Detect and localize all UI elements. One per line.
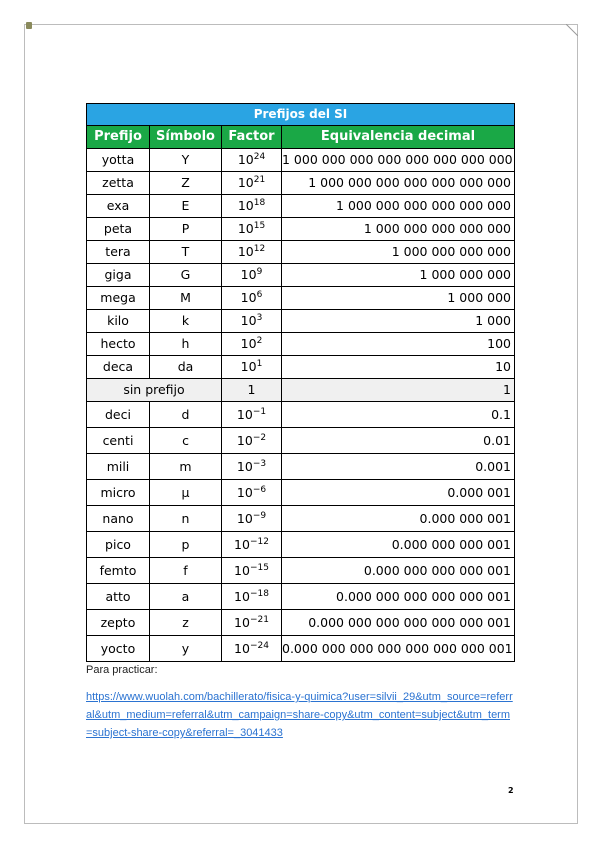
symbol-cell: h <box>150 333 222 356</box>
decimal-cell: 0.000 000 000 000 001 <box>282 558 515 584</box>
no-prefix-row <box>87 379 515 402</box>
table-row <box>87 310 515 333</box>
page-corner-fold-icon <box>566 24 578 36</box>
factor-cell <box>222 558 282 584</box>
factor-base: 10 <box>236 511 253 526</box>
factor-exponent: −2 <box>252 433 267 443</box>
factor-base: 10 <box>234 589 250 604</box>
prefix-cell: tera <box>87 241 150 264</box>
page-number: 2 <box>508 786 514 795</box>
table-row <box>87 356 515 379</box>
factor-base: 10 <box>237 198 254 213</box>
factor-base: 10 <box>234 615 250 630</box>
factor-cell <box>222 195 282 218</box>
symbol-cell: Y <box>150 149 222 172</box>
factor-exponent: 1 <box>256 359 263 369</box>
factor-exponent: −24 <box>249 641 269 651</box>
no-prefix-decimal: 1 <box>282 379 515 402</box>
factor-exponent: 2 <box>256 336 263 346</box>
table-row <box>87 454 515 480</box>
practice-label: Para practicar: <box>86 664 158 676</box>
decimal-cell: 1 000 000 000 <box>282 264 515 287</box>
factor-base: 10 <box>237 221 254 236</box>
decimal-cell: 1 000 000 000 000 000 000 <box>282 195 515 218</box>
prefix-cell: zepto <box>87 610 150 636</box>
table-row <box>87 558 515 584</box>
factor-cell <box>222 310 282 333</box>
factor-exponent: 12 <box>253 244 266 254</box>
prefix-cell: pico <box>87 532 150 558</box>
decimal-cell: 1 000 000 000 000 000 000 000 <box>282 172 515 195</box>
prefix-cell: centi <box>87 428 150 454</box>
no-prefix-factor: 1 <box>222 379 282 402</box>
factor-cell <box>222 402 282 428</box>
factor-base: 10 <box>240 336 257 351</box>
factor-base: 10 <box>236 433 253 448</box>
factor-base: 10 <box>234 563 250 578</box>
factor-base: 10 <box>234 537 250 552</box>
prefix-cell: atto <box>87 584 150 610</box>
symbol-cell: T <box>150 241 222 264</box>
prefix-cell: nano <box>87 506 150 532</box>
symbol-cell: p <box>150 532 222 558</box>
table-row <box>87 428 515 454</box>
factor-base: 10 <box>236 407 253 422</box>
decimal-cell: 0.000 000 000 001 <box>282 532 515 558</box>
table-row <box>87 584 515 610</box>
prefix-cell: femto <box>87 558 150 584</box>
table-row <box>87 149 515 172</box>
factor-exponent: −15 <box>249 563 269 573</box>
factor-cell <box>222 264 282 287</box>
prefix-cell: giga <box>87 264 150 287</box>
decimal-cell: 1 000 000 000 000 <box>282 241 515 264</box>
symbol-cell: m <box>150 454 222 480</box>
decimal-cell: 1 000 <box>282 310 515 333</box>
factor-cell <box>222 532 282 558</box>
factor-exponent: −18 <box>249 589 269 599</box>
factor-exponent: 21 <box>253 175 266 185</box>
prefix-cell: deci <box>87 402 150 428</box>
decimal-cell: 0.1 <box>282 402 515 428</box>
decimal-cell: 1 000 000 <box>282 287 515 310</box>
factor-cell <box>222 172 282 195</box>
factor-exponent: −1 <box>252 407 267 417</box>
factor-base: 10 <box>237 175 254 190</box>
symbol-cell: P <box>150 218 222 241</box>
table-row <box>87 241 515 264</box>
table-row <box>87 636 515 662</box>
factor-exponent: −9 <box>252 511 267 521</box>
prefix-cell: deca <box>87 356 150 379</box>
symbol-cell: E <box>150 195 222 218</box>
factor-cell <box>222 610 282 636</box>
factor-base: 10 <box>237 152 254 167</box>
table-title: Prefijos del SI <box>87 104 515 126</box>
factor-cell <box>222 454 282 480</box>
prefix-cell: micro <box>87 480 150 506</box>
decimal-cell: 0.000 000 000 000 000 000 000 001 <box>282 636 515 662</box>
factor-exponent: 9 <box>256 267 263 277</box>
symbol-cell: µ <box>150 480 222 506</box>
table-row <box>87 195 515 218</box>
decimal-cell: 1 000 000 000 000 000 <box>282 218 515 241</box>
decimal-cell: 0.000 000 000 000 000 000 001 <box>282 610 515 636</box>
factor-base: 10 <box>236 459 253 474</box>
header-equivalencia: Equivalencia decimal <box>282 126 515 149</box>
factor-base: 10 <box>234 641 250 656</box>
factor-exponent: 24 <box>253 152 266 162</box>
header-factor: Factor <box>222 126 282 149</box>
decimal-cell: 0.000 001 <box>282 480 515 506</box>
prefix-cell: yotta <box>87 149 150 172</box>
prefix-cell: zetta <box>87 172 150 195</box>
symbol-cell: G <box>150 264 222 287</box>
symbol-cell: c <box>150 428 222 454</box>
prefix-cell: yocto <box>87 636 150 662</box>
factor-exponent: −6 <box>252 485 267 495</box>
symbol-cell: Z <box>150 172 222 195</box>
prefix-cell: peta <box>87 218 150 241</box>
prefix-cell: mega <box>87 287 150 310</box>
pin-icon <box>26 22 32 29</box>
factor-base: 10 <box>240 359 257 374</box>
factor-exponent: −12 <box>249 537 269 547</box>
factor-cell <box>222 636 282 662</box>
decimal-cell: 100 <box>282 333 515 356</box>
si-prefixes-table <box>86 103 515 662</box>
table-row <box>87 287 515 310</box>
decimal-cell: 0.01 <box>282 428 515 454</box>
table-row <box>87 333 515 356</box>
prefix-cell: mili <box>87 454 150 480</box>
factor-exponent: 3 <box>256 313 263 323</box>
factor-cell <box>222 287 282 310</box>
decimal-cell: 0.000 000 000 000 000 001 <box>282 584 515 610</box>
prefix-cell: exa <box>87 195 150 218</box>
table-row <box>87 506 515 532</box>
table-row <box>87 402 515 428</box>
table-row <box>87 264 515 287</box>
header-prefijo: Prefijo <box>87 126 150 149</box>
factor-base: 10 <box>237 244 254 259</box>
symbol-cell: a <box>150 584 222 610</box>
symbol-cell: k <box>150 310 222 333</box>
table-row <box>87 532 515 558</box>
symbol-cell: f <box>150 558 222 584</box>
decimal-cell: 1 000 000 000 000 000 000 000 000 <box>282 149 515 172</box>
factor-cell <box>222 584 282 610</box>
factor-exponent: 6 <box>256 290 263 300</box>
factor-cell <box>222 480 282 506</box>
symbol-cell: d <box>150 402 222 428</box>
factor-cell <box>222 333 282 356</box>
no-prefix-label: sin prefijo <box>87 379 222 402</box>
table-row <box>87 610 515 636</box>
factor-exponent: 15 <box>253 221 266 231</box>
factor-exponent: −21 <box>249 615 269 625</box>
symbol-cell: n <box>150 506 222 532</box>
factor-cell <box>222 506 282 532</box>
table-row <box>87 480 515 506</box>
symbol-cell: y <box>150 636 222 662</box>
header-simbolo: Símbolo <box>150 126 222 149</box>
table-row <box>87 218 515 241</box>
prefix-cell: kilo <box>87 310 150 333</box>
symbol-cell: da <box>150 356 222 379</box>
prefix-cell: hecto <box>87 333 150 356</box>
factor-base: 10 <box>240 290 257 305</box>
factor-base: 10 <box>236 485 253 500</box>
factor-cell <box>222 218 282 241</box>
factor-cell <box>222 356 282 379</box>
factor-exponent: 18 <box>253 198 266 208</box>
factor-base: 10 <box>240 267 257 282</box>
symbol-cell: z <box>150 610 222 636</box>
practice-link[interactable]: https://www.wuolah.com/bachillerato/fisica-y-quimica?user=silvii_29&utm_source=referral&utm_medium=referral&utm_campaign=share-copy&utm_content=subject&utm_term=subject-share-copy&referral=_3041433 <box>86 691 513 739</box>
factor-cell <box>222 241 282 264</box>
table-row <box>87 172 515 195</box>
factor-exponent: −3 <box>252 459 267 469</box>
decimal-cell: 0.001 <box>282 454 515 480</box>
decimal-cell: 10 <box>282 356 515 379</box>
factor-cell <box>222 149 282 172</box>
symbol-cell: M <box>150 287 222 310</box>
decimal-cell: 0.000 000 001 <box>282 506 515 532</box>
factor-base: 10 <box>240 313 257 328</box>
factor-cell <box>222 428 282 454</box>
